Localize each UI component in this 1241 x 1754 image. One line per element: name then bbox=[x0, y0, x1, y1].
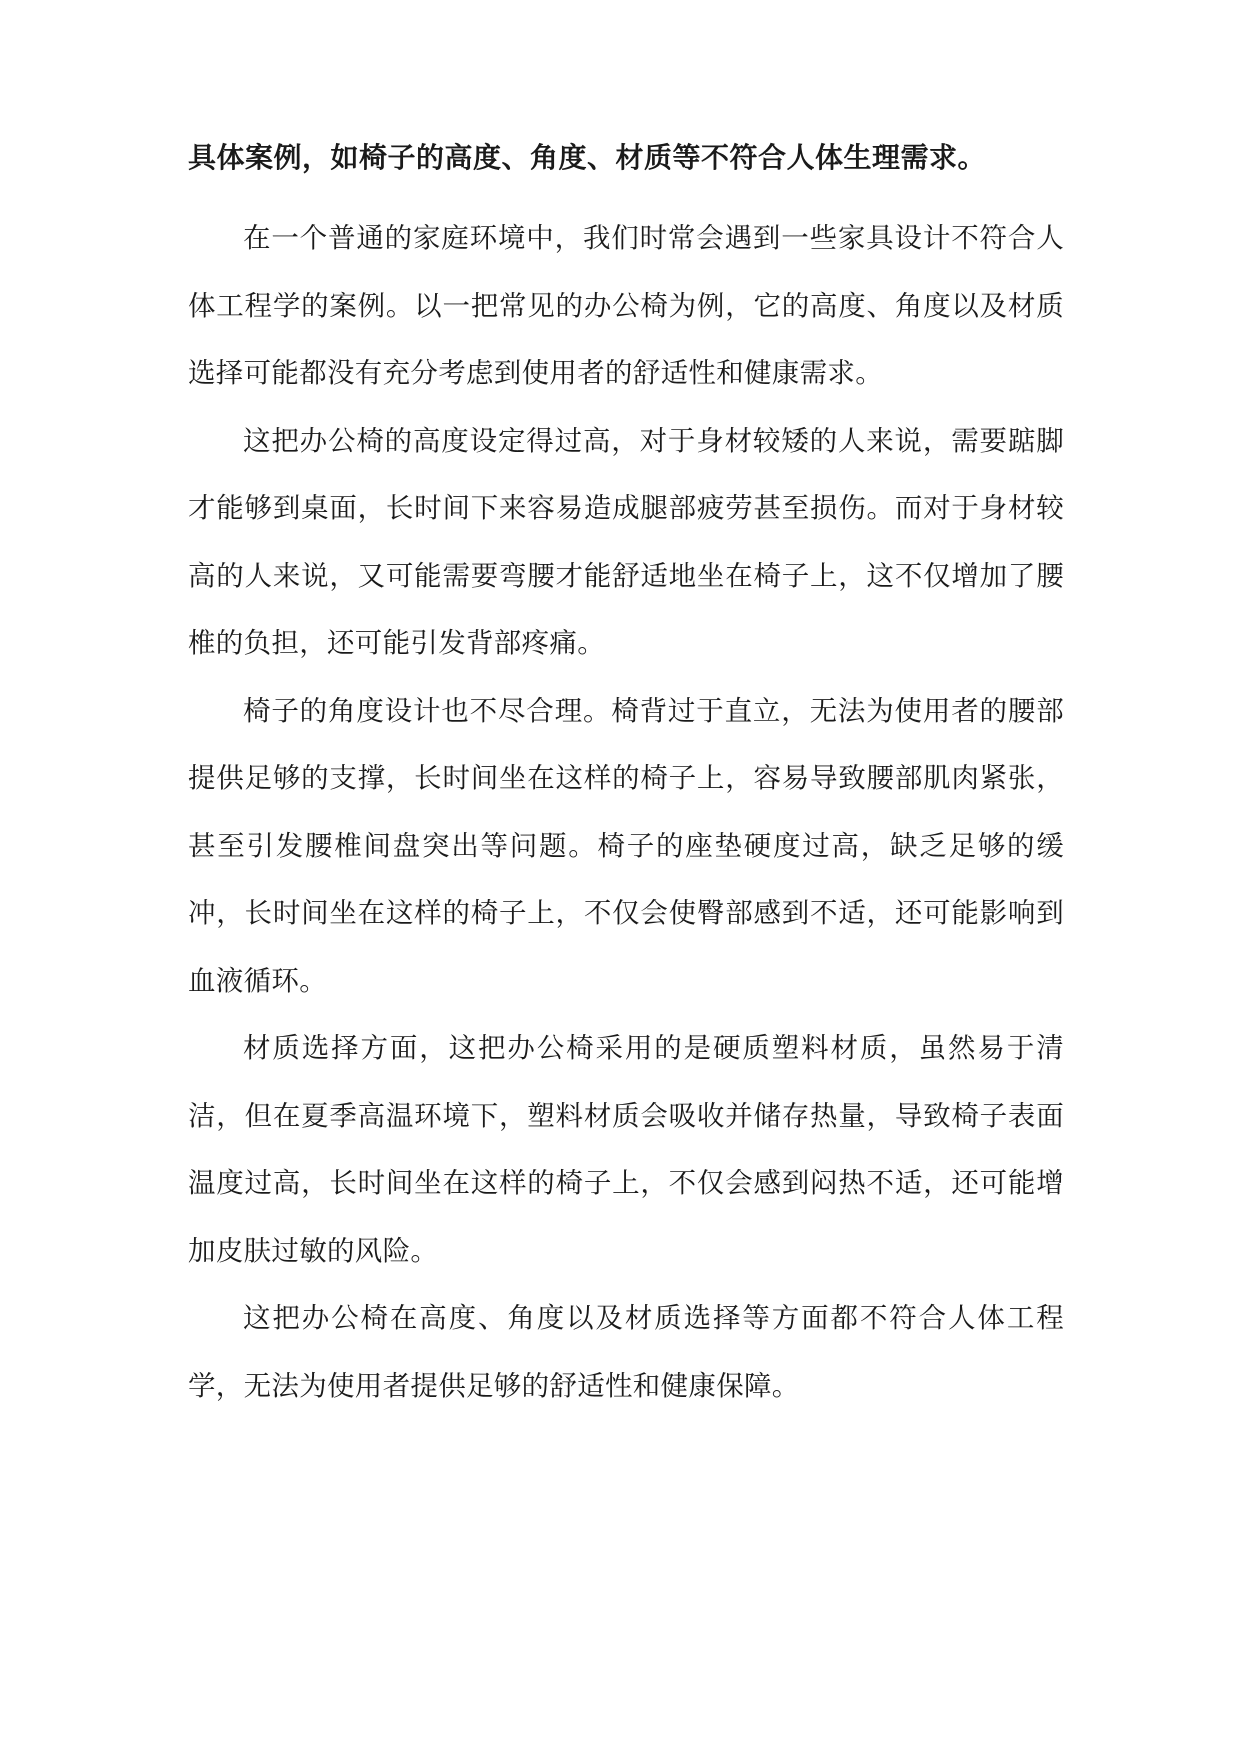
paragraph-4: 材质选择方面，这把办公椅采用的是硬质塑料材质，虽然易于清洁，但在夏季高温环境下，塑料材质会吸收并储存热量，导致椅子表面温度过高，长时间坐在这样的椅子上，不仅会感到闷热不适，还可能增加皮肤过敏的风险。 bbox=[188, 1032, 1064, 1267]
paragraph-3: 椅子的角度设计也不尽合理。椅背过于直立，无法为使用者的腰部提供足够的支撑，长时间坐在这样的椅子上，容易导致腰部肌肉紧张，甚至引发腰椎间盘突出等问题。椅子的座垫硬度过高，缺乏足够的缓冲，长时间坐在这样的椅子上，不仅会使臀部感到不适，还可能影响到血液循环。 bbox=[188, 694, 1064, 997]
paragraph-5: 这把办公椅在高度、角度以及材质选择等方面都不符合人体工程学，无法为使用者提供足够的舒适性和健康保障。 bbox=[188, 1302, 1064, 1402]
paragraph-2: 这把办公椅的高度设定得过高，对于身材较矮的人来说，需要踮脚才能够到桌面，长时间下来容易造成腿部疲劳甚至损伤。而对于身材较高的人来说，又可能需要弯腰才能舒适地坐在椅子上，这不仅增加了腰椎的负担，还可能引发背部疼痛。 bbox=[188, 424, 1064, 659]
section-heading: 具体案例，如椅子的高度、角度、材质等不符合人体生理需求。 bbox=[188, 141, 987, 174]
document-page bbox=[188, 138, 1064, 1420]
paragraph-1: 在一个普通的家庭环境中，我们时常会遇到一些家具设计不符合人体工程学的案例。以一把常见的办公椅为例，它的高度、角度以及材质选择可能都没有充分考虑到使用者的舒适性和健康需求。 bbox=[188, 222, 1064, 389]
